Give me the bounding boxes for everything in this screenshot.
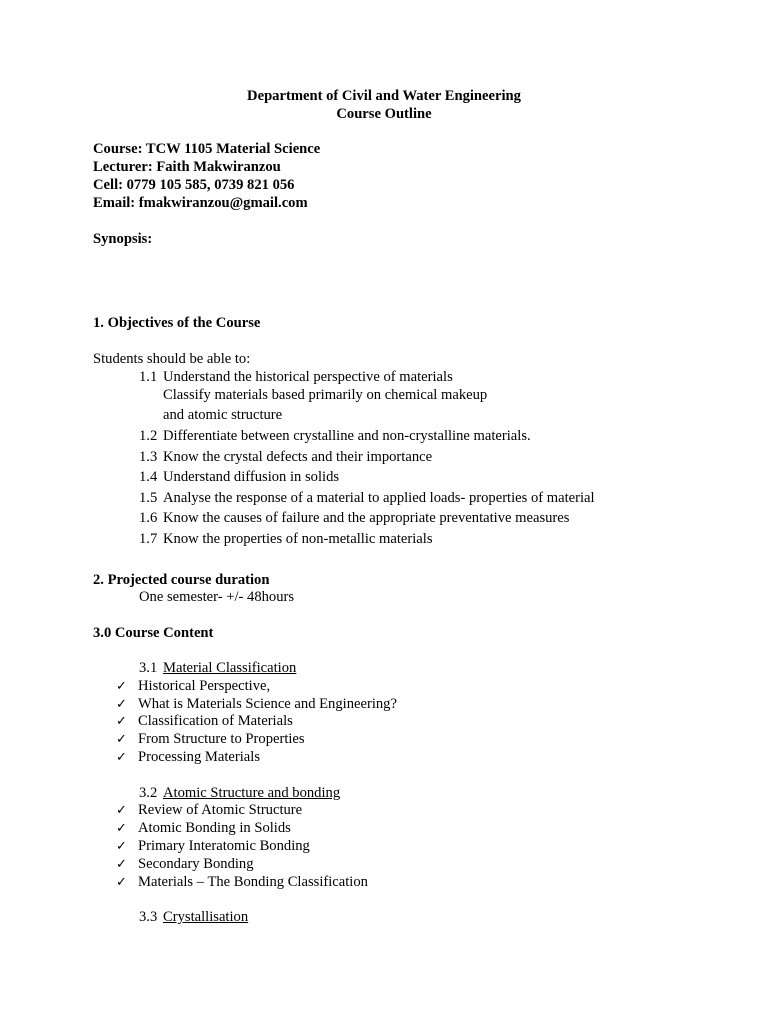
objective-number: 1.1 <box>139 369 158 385</box>
objective-text: Understand diffusion in solids <box>163 469 340 485</box>
list-item <box>116 748 260 767</box>
list-item <box>116 855 254 874</box>
section-heading <box>139 784 340 802</box>
list-item <box>116 819 291 838</box>
objectives-heading: 1. Objectives of the Course <box>93 315 261 331</box>
list-item <box>116 712 293 731</box>
course-line: Course: TCW 1105 Material Science <box>93 141 321 157</box>
section-title: Atomic Structure and bonding <box>163 785 341 801</box>
objectives-intro: Students should be able to: <box>93 351 251 367</box>
section-heading <box>139 908 248 926</box>
content-heading: 3.0 Course Content <box>93 625 214 641</box>
objective-item <box>139 427 531 445</box>
checkmark-icon: ✓ <box>116 875 127 890</box>
checkmark-icon: ✓ <box>116 857 127 872</box>
email-line: Email: fmakwiranzou@gmail.com <box>93 195 308 211</box>
checkmark-icon: ✓ <box>116 839 127 854</box>
objective-text-continued: and atomic structure <box>163 407 283 423</box>
objective-number: 1.5 <box>139 490 158 506</box>
objective-item <box>139 509 569 527</box>
checkmark-icon: ✓ <box>116 750 127 765</box>
objective-text: Analyse the response of a material to applied loads- properties of material <box>163 490 595 506</box>
list-item <box>116 730 305 749</box>
objective-item <box>139 468 339 486</box>
section-heading <box>139 659 296 677</box>
objective-item <box>139 489 595 507</box>
objective-text: Differentiate between crystalline and non-crystalline materials. <box>163 428 531 444</box>
checkmark-icon: ✓ <box>116 714 127 729</box>
list-item <box>116 873 368 892</box>
objective-number: 1.6 <box>139 510 158 526</box>
list-item-text: Materials – The Bonding Classification <box>138 874 368 890</box>
objective-text-continued: Classify materials based primarily on chemical makeup <box>163 387 488 403</box>
list-item-text: Review of Atomic Structure <box>138 802 303 818</box>
checkmark-icon: ✓ <box>116 803 127 818</box>
list-item <box>116 677 270 696</box>
list-item <box>116 837 310 856</box>
objective-number: 1.7 <box>139 531 158 547</box>
objective-text: Understand the historical perspective of materials <box>163 369 453 385</box>
list-item-text: Historical Perspective, <box>138 678 271 694</box>
objective-text: Know the crystal defects and their importance <box>163 449 433 465</box>
list-item-text: What is Materials Science and Engineering? <box>138 696 397 712</box>
objective-item <box>139 530 433 548</box>
department-heading: Department of Civil and Water Engineering <box>247 88 521 104</box>
lecturer-line: Lecturer: Faith Makwiranzou <box>93 159 281 175</box>
list-item-text: Primary Interatomic Bonding <box>138 838 310 854</box>
objective-number: 1.4 <box>139 469 158 485</box>
objective-number: 1.3 <box>139 449 158 465</box>
objective-item <box>139 448 432 466</box>
list-item-text: Classification of Materials <box>138 713 293 729</box>
objective-item <box>139 368 453 386</box>
checkmark-icon: ✓ <box>116 732 127 747</box>
checkmark-icon: ✓ <box>116 679 127 694</box>
section-number: 3.3 <box>139 909 158 925</box>
duration-heading: 2. Projected course duration <box>93 572 270 588</box>
objective-text: Know the causes of failure and the appropriate preventative measures <box>163 510 570 526</box>
cell-line: Cell: 0779 105 585, 0739 821 056 <box>93 177 295 193</box>
document-title: Course Outline <box>336 106 432 122</box>
section-number: 3.2 <box>139 785 158 801</box>
list-item-text: From Structure to Properties <box>138 731 305 747</box>
checkmark-icon: ✓ <box>116 821 127 836</box>
list-item <box>116 801 302 820</box>
synopsis-heading: Synopsis: <box>93 231 153 247</box>
list-item-text: Secondary Bonding <box>138 856 254 872</box>
section-number: 3.1 <box>139 660 158 676</box>
objective-text: Know the properties of non-metallic materials <box>163 531 433 547</box>
objective-number: 1.2 <box>139 428 158 444</box>
list-item-text: Atomic Bonding in Solids <box>138 820 291 836</box>
section-title: Crystallisation <box>163 909 249 925</box>
checkmark-icon: ✓ <box>116 697 127 712</box>
duration-text: One semester- +/- 48hours <box>139 589 295 605</box>
section-title: Material Classification <box>163 660 297 676</box>
list-item-text: Processing Materials <box>138 749 260 765</box>
